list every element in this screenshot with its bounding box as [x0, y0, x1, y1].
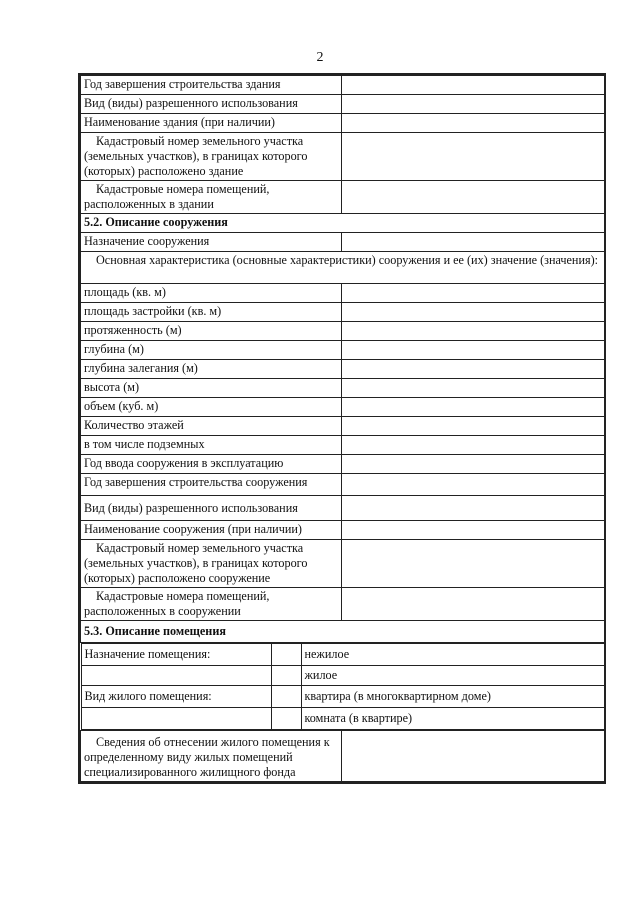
structure-purpose-value[interactable] [342, 233, 605, 252]
structure-completion-year-value[interactable] [342, 474, 605, 496]
structure-row [81, 521, 605, 540]
premises-option-row [81, 708, 605, 730]
structure-commission-year-value[interactable] [342, 455, 605, 474]
structure-completion-year-label: Год завершения строительства сооружения [81, 474, 342, 496]
structure-permitted-use-value[interactable] [342, 496, 605, 521]
building-land-cadastral-value[interactable] [342, 133, 605, 181]
structure-underground-value[interactable] [342, 436, 605, 455]
param-built-area-label: площадь застройки (кв. м) [81, 303, 342, 322]
building-premises-cadastral-label: Кадастровые номера помещений, расположенных в здании [81, 181, 342, 214]
structure-floors-value[interactable] [342, 417, 605, 436]
building-completion-year-value[interactable] [342, 76, 605, 95]
section-5-2-title: 5.2. Описание сооружения [81, 214, 605, 233]
building-permitted-use-value[interactable] [342, 95, 605, 114]
param-height-value[interactable] [342, 379, 605, 398]
empty-label-cell [81, 666, 271, 686]
building-row [81, 133, 605, 181]
structure-name-value[interactable] [342, 521, 605, 540]
premises-options-table [81, 643, 606, 730]
premises-row [81, 731, 605, 782]
premises-option-row [81, 666, 605, 686]
structure-commission-year-label: Год ввода сооружения в эксплуатацию [81, 455, 342, 474]
building-name-value[interactable] [342, 114, 605, 133]
structure-param-row [81, 379, 605, 398]
room-checkbox[interactable] [271, 708, 301, 730]
structure-land-cadastral-value[interactable] [342, 540, 605, 588]
structure-row [81, 588, 605, 621]
section-header-row [81, 214, 605, 233]
building-premises-cadastral-value[interactable] [342, 181, 605, 214]
structure-param-row [81, 398, 605, 417]
structure-land-cadastral-label: Кадастровый номер земельного участка (земельных участков), в границах которого (которых) расположено сооружение [81, 540, 342, 588]
structure-row [81, 417, 605, 436]
apartment-checkbox[interactable] [271, 686, 301, 708]
param-depth-label: глубина (м) [81, 341, 342, 360]
building-name-label: Наименование здания (при наличии) [81, 114, 342, 133]
premises-option-row [81, 644, 605, 666]
residential-checkbox[interactable] [271, 666, 301, 686]
specialized-housing-label: Сведения об отнесении жилого помещения к определенному виду жилых помещений специализированного жилищного фонда [81, 731, 342, 782]
structure-premises-cadastral-value[interactable] [342, 588, 605, 621]
structure-main-char-label: Основная характеристика (основные характеристики) сооружения и ее (их) значение (значения): [81, 252, 605, 284]
building-permitted-use-label: Вид (виды) разрешенного использования [81, 95, 342, 114]
structure-premises-cadastral-label: Кадастровые номера помещений, расположенных в сооружении [81, 588, 342, 621]
structure-row [81, 455, 605, 474]
building-completion-year-label: Год завершения строительства здания [81, 76, 342, 95]
param-area-label: площадь (кв. м) [81, 284, 342, 303]
param-area-value[interactable] [342, 284, 605, 303]
param-volume-value[interactable] [342, 398, 605, 417]
form-frame [78, 73, 606, 784]
premises-purpose-label: Назначение помещения: [81, 644, 271, 666]
premises-type-label: Вид жилого помещения: [81, 686, 271, 708]
empty-label-cell [81, 708, 271, 730]
structure-param-row [81, 284, 605, 303]
structure-permitted-use-label: Вид (виды) разрешенного использования [81, 496, 342, 521]
form-table [80, 75, 605, 782]
structure-row [81, 252, 605, 284]
structure-row [81, 233, 605, 252]
param-depth-value[interactable] [342, 341, 605, 360]
building-row [81, 181, 605, 214]
structure-row [81, 496, 605, 521]
building-row [81, 76, 605, 95]
building-land-cadastral-label: Кадастровый номер земельного участка (земельных участков), в границах которого (которых) расположено здание [81, 133, 342, 181]
specialized-housing-value[interactable] [342, 731, 605, 782]
structure-param-row [81, 303, 605, 322]
page-number: 2 [316, 50, 324, 65]
structure-row [81, 436, 605, 455]
structure-row [81, 474, 605, 496]
residential-option-label: жилое [301, 666, 605, 686]
param-bedding-depth-label: глубина залегания (м) [81, 360, 342, 379]
structure-name-label: Наименование сооружения (при наличии) [81, 521, 342, 540]
param-length-label: протяженность (м) [81, 322, 342, 341]
apartment-option-label: квартира (в многоквартирном доме) [301, 686, 605, 708]
room-option-label: комната (в квартире) [301, 708, 605, 730]
structure-row [81, 540, 605, 588]
section-5-3-title: 5.3. Описание помещения [81, 621, 605, 643]
structure-param-row [81, 341, 605, 360]
param-height-label: высота (м) [81, 379, 342, 398]
premises-option-row [81, 686, 605, 708]
structure-floors-label: Количество этажей [81, 417, 342, 436]
structure-underground-label: в том числе подземных [81, 436, 342, 455]
structure-param-row [81, 360, 605, 379]
premises-block-row [81, 643, 605, 731]
section-header-row [81, 621, 605, 643]
param-bedding-depth-value[interactable] [342, 360, 605, 379]
param-built-area-value[interactable] [342, 303, 605, 322]
building-row [81, 95, 605, 114]
nonresidential-checkbox[interactable] [271, 644, 301, 666]
nonresidential-option-label: нежилое [301, 644, 605, 666]
structure-purpose-label: Назначение сооружения [81, 233, 342, 252]
building-row [81, 114, 605, 133]
structure-param-row [81, 322, 605, 341]
param-length-value[interactable] [342, 322, 605, 341]
param-volume-label: объем (куб. м) [81, 398, 342, 417]
